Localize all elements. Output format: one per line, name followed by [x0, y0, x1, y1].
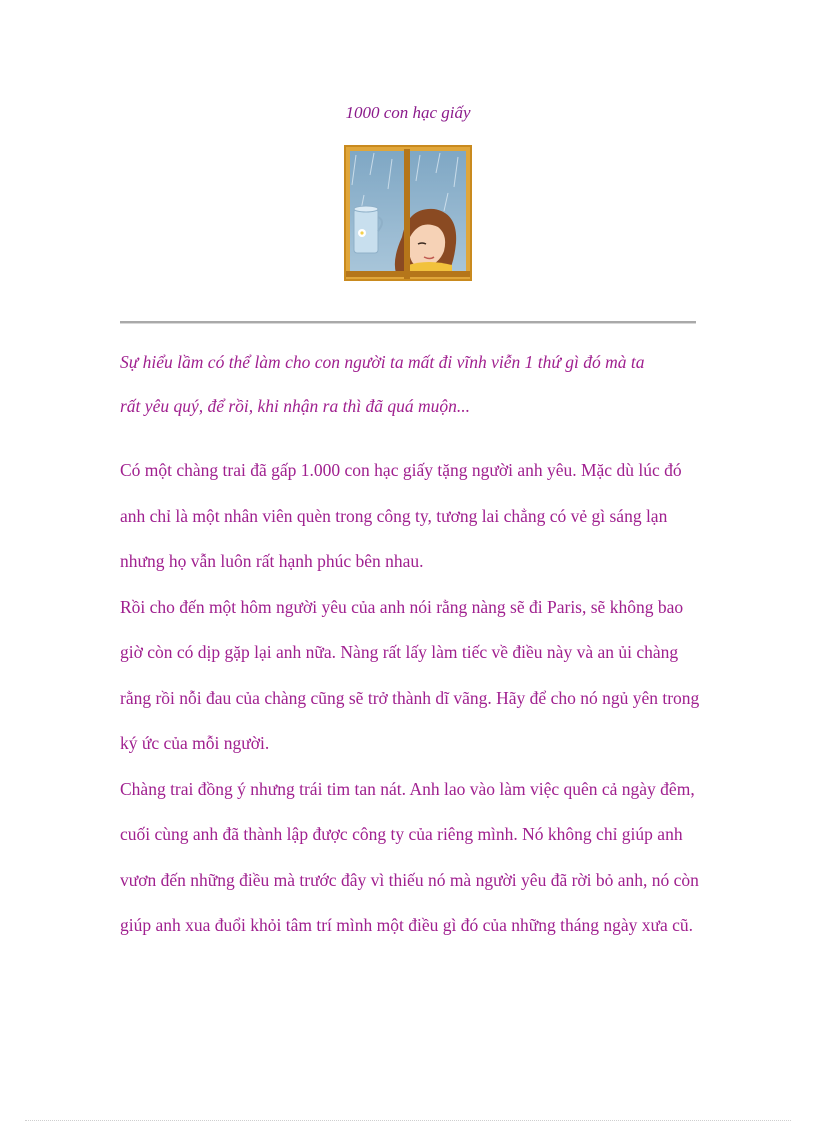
intro-line: Sự hiểu lầm có thể làm cho con người ta mất đi vĩnh viễn 1 thứ gì đó mà ta — [120, 352, 645, 372]
horizontal-rule — [120, 321, 696, 324]
intro-paragraph — [120, 340, 710, 428]
story-body — [120, 448, 710, 949]
story-paragraph: Có một chàng trai đã gấp 1.000 con hạc giấy tặng người anh yêu. Mặc dù lúc đó anh chỉ là một nhân viên quèn trong công ty, tương lai chẳng có vẻ gì sáng lạn nhưng họ vẫn luôn rất hạnh phúc bên nhau. — [120, 460, 682, 571]
document-title: 1000 con hạc giấy — [345, 103, 471, 122]
girl-at-rainy-window-icon — [344, 145, 472, 281]
intro-line: rất yêu quý, để rồi, khi nhận ra thì đã quá muộn... — [120, 396, 470, 416]
page-bottom-dotted-line — [25, 1120, 791, 1121]
story-paragraph: Chàng trai đồng ý nhưng trái tim tan nát. Anh lao vào làm việc quên cả ngày đêm, cuối cùng anh đã thành lập được công ty của riêng mình. Nó không chỉ giúp anh vươn đến những điều mà trước đây vì thiếu nó mà người yêu đã rời bỏ anh, nó còn giúp anh xua đuổi khỏi tâm trí mình một điều gì đó của những tháng ngày xưa cũ. — [120, 778, 699, 935]
story-paragraph: Rồi cho đến một hôm người yêu của anh nói rằng nàng sẽ đi Paris, sẽ không bao giờ còn có dịp gặp lại anh nữa. Nàng rất lấy làm tiếc về điều này và an ủi chàng rằng rồi nỗi đau của chàng cũng sẽ trở thành dĩ vãng. Hãy để cho nó ngủ yên trong ký ức của mỗi người. — [120, 596, 700, 753]
